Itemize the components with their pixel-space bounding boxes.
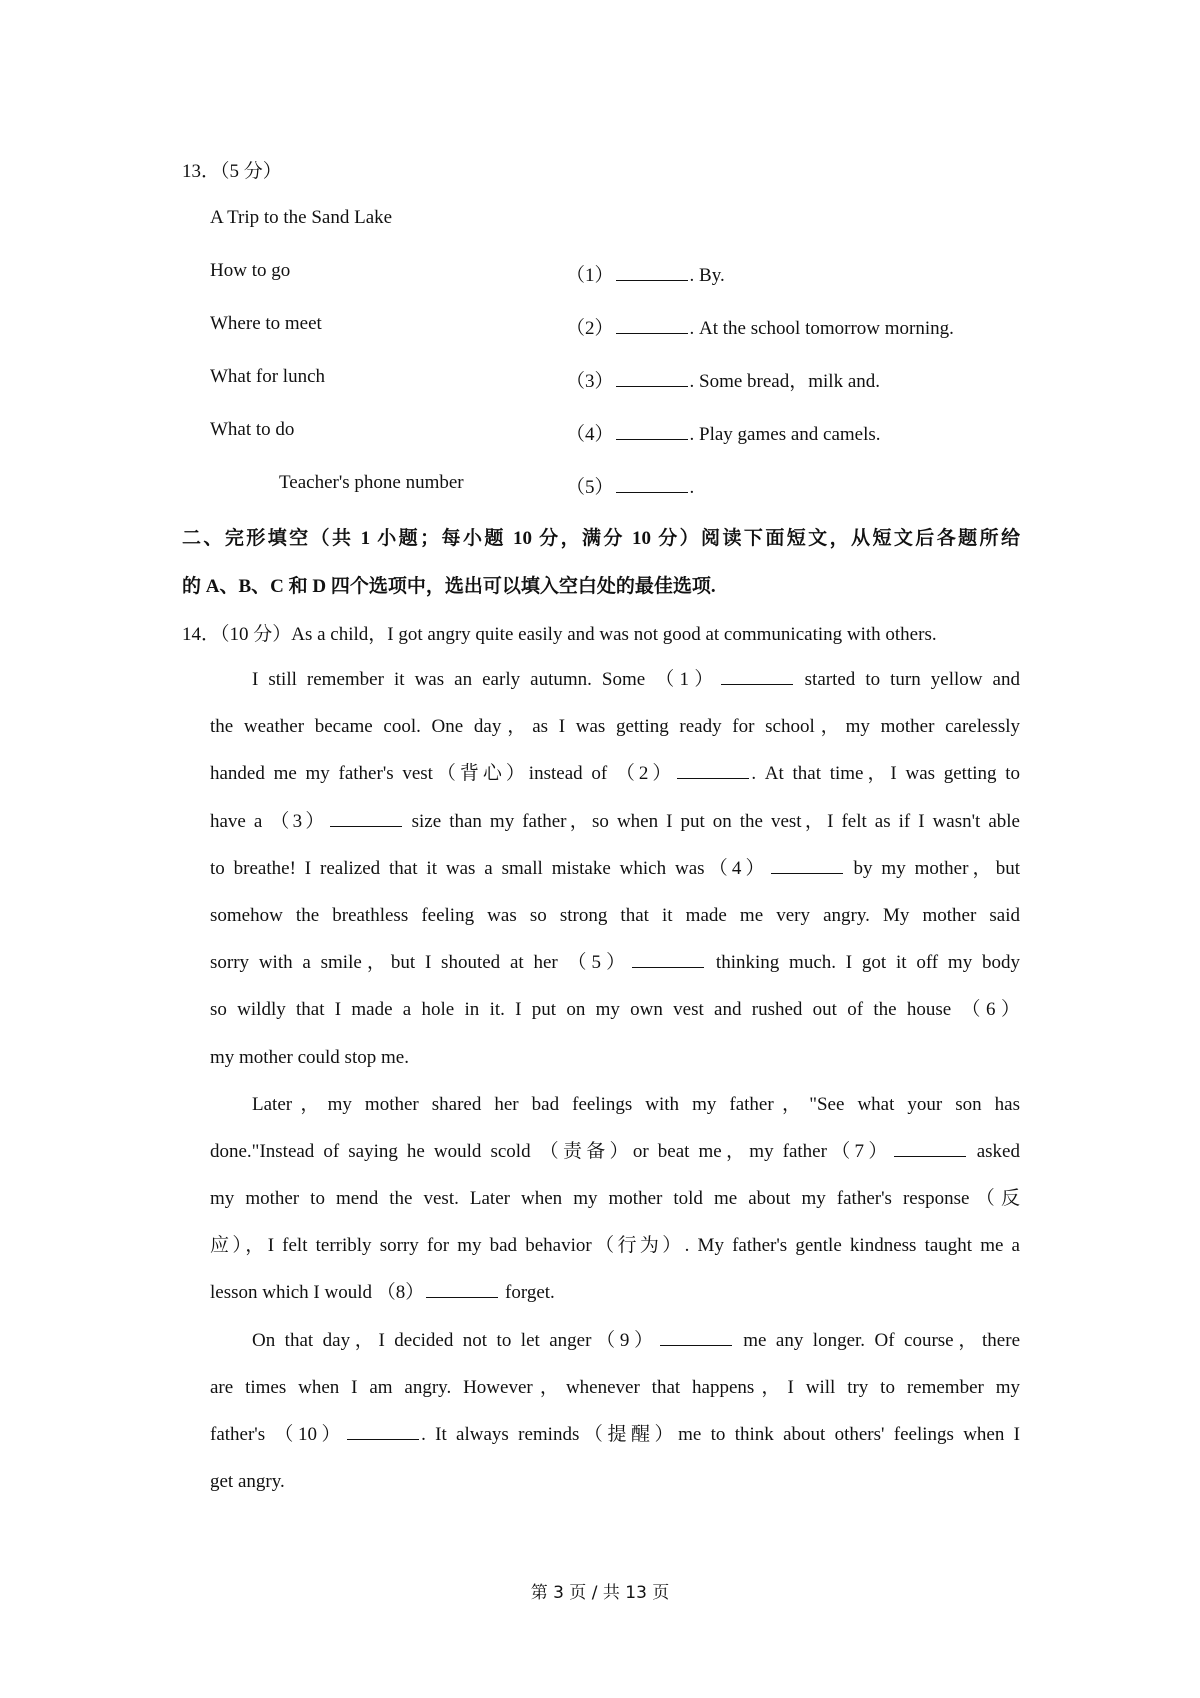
q13-row-3-tail: . Some bread，milk and. [689,371,881,392]
q13-row-3-num: （3） [566,371,614,392]
q13-row-4-answer [566,419,881,446]
passage-line: handed me my father's vest（背心）instead of （2） . At that time，I was getting to [210,763,1021,785]
passage-line: On that day，I decided not to let anger（9） me any longer. Of course，there [252,1329,1020,1351]
passage-line: so wildly that I made a hole in it. I put on my own vest and rushed out of the house （6） [210,999,1020,1021]
q13-row-3-answer [566,366,880,393]
passage-line: are times when I am angry. However，whenever that happens，I will try to remember my [210,1376,1020,1398]
passage-line: to breathe! I realized that it was a small mistake which was（4） by my mother，but [210,857,1020,879]
q13-row-1-answer [566,260,725,287]
passage-line: I still remember it was an early autumn. Some （1） started to turn yellow and [252,669,1020,690]
q13-row-5-num: （5） [566,477,614,498]
q13-row-2-num: （2） [566,318,614,339]
passage-line: my mother to mend the vest. Later when my mother told me about my father's response（反 [210,1188,1020,1210]
answer-blank [616,438,688,440]
q13-row-1-tail: . By. [689,265,725,286]
answer-blank [616,385,688,387]
passage-line: father's （10） . It always reminds（提醒）me to think about others' feelings when I [210,1424,1020,1445]
passage-line: Later，my mother shared her bad feelings with my father，"See what your son has [252,1093,1020,1115]
passage-line: 应），I felt terribly sorry for my bad behavior（行为）. My father's gentle kindness taught me a [210,1235,1020,1257]
q13-row-1-label: How to go [210,260,291,281]
q14-passage [210,656,1020,1505]
q13-row-3-label: What for lunch [210,366,326,387]
passage-line: get angry. [210,1471,285,1493]
page-footer: 第 3 页 / 共 13 页 [530,1583,670,1603]
answer-blank [616,332,688,334]
passage-line: somehow the breathless feeling was so strong that it made me very angry. My mother said [210,904,1020,926]
passage-line: lesson which I would （8） forget. [210,1282,555,1304]
section-2-heading-line-1: 二、完形填空（共 1 小题；每小题 10 分，满分 10 分）阅读下面短文，从短文后各题所给 [182,528,1020,549]
q13-row-5-tail: . [689,477,695,498]
passage-line: the weather became cool. One day，as I was getting ready for school，my mother carelessly [210,716,1020,738]
passage-line: have a （3） size than my father，so when I put on the vest，I felt as if I wasn't able [210,810,1020,832]
section-2-heading-line-2: 的 A、B、C 和 D 四个选项中，选出可以填入空白处的最佳选项. [182,576,716,597]
q13-header: 13．（5 分） [182,161,282,182]
passage-line: sorry with a smile，but I shouted at her （5） thinking much. I got it off my body [210,952,1020,974]
answer-blank [616,279,688,281]
q13-row-2-label: Where to meet [210,313,322,334]
q13-row-2-tail: . At the school tomorrow morning. [689,318,954,339]
q13-row-4-label: What to do [210,419,295,440]
q13-title: A Trip to the Sand Lake [210,207,393,228]
q14-first-line: 14．（10 分）As a child，I got angry quite easily and was not good at communicating with others. [182,624,937,645]
passage-line: my mother could stop me. [210,1046,409,1068]
passage-line: done."Instead of saying he would scold （责备）or beat me，my father（7） asked [210,1140,1020,1162]
q13-row-5-label: Teacher's phone number [279,472,464,493]
q13-row-4-tail: . Play games and camels. [689,424,881,445]
q13-row-1-num: （1） [566,265,614,286]
q13-row-5-answer [566,472,694,499]
answer-blank [616,491,688,493]
q13-row-4-num: （4） [566,424,614,445]
q13-row-2-answer [566,313,954,340]
